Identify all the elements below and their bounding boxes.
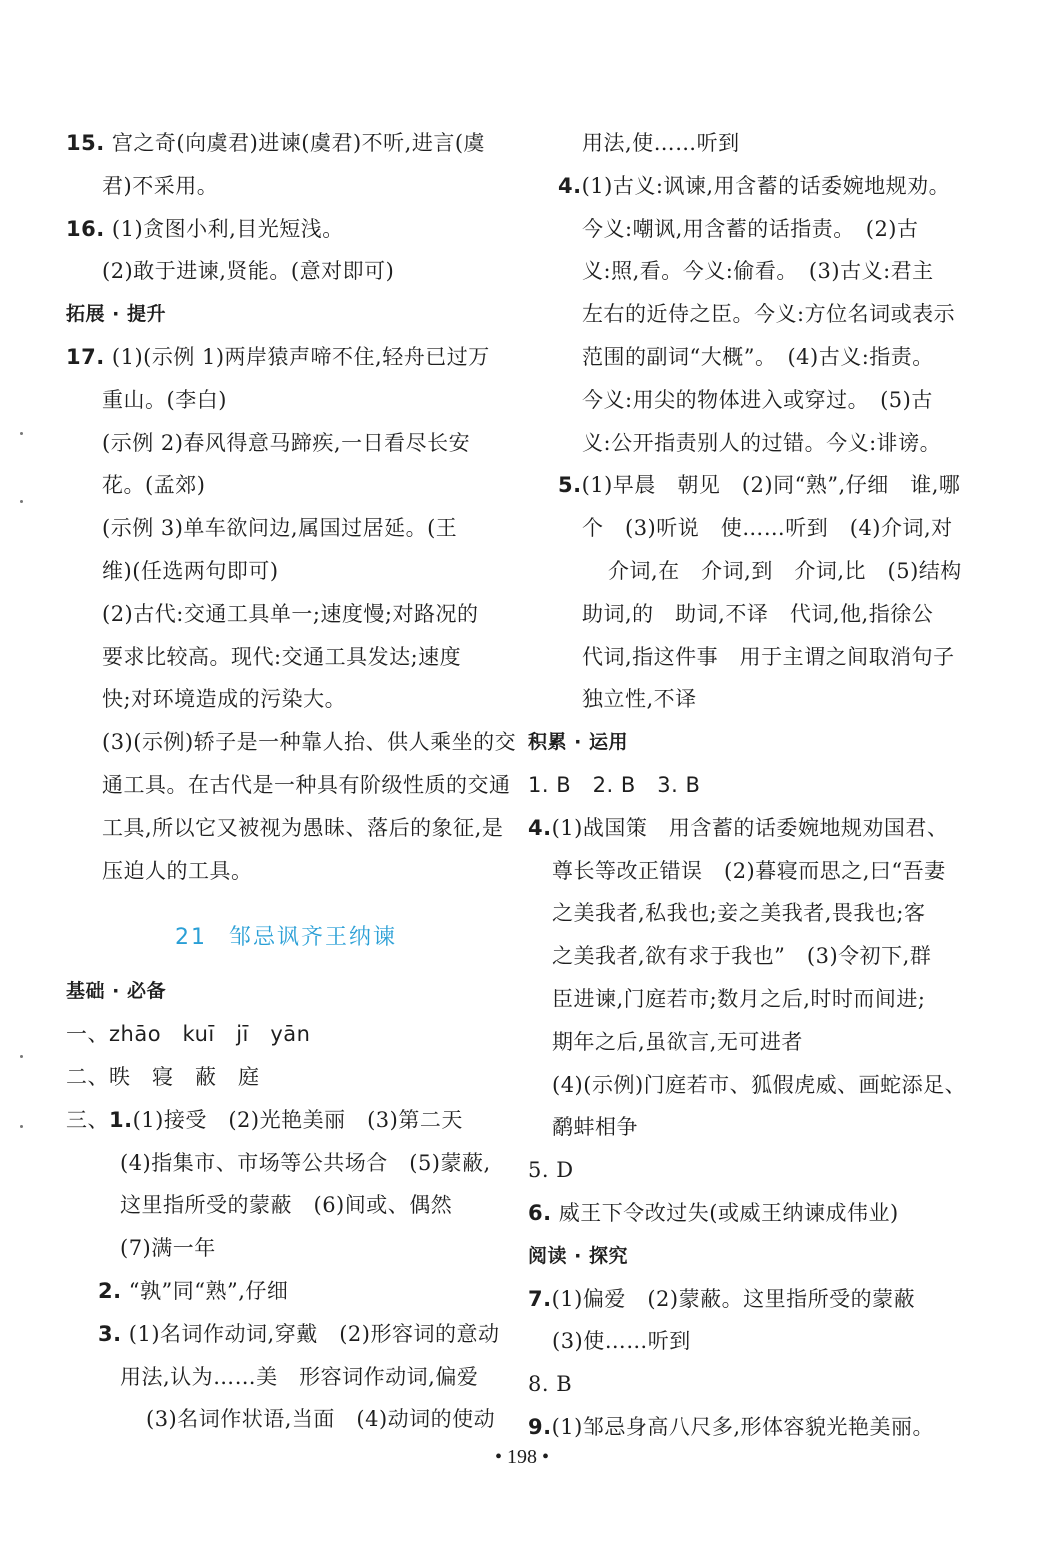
answer-line: 今义:用尖的物体进入或穿过。 (5)古 <box>582 387 933 412</box>
answer-text: “孰”同“熟”,仔细 <box>128 1278 289 1303</box>
answer-line <box>66 336 506 379</box>
question-number: 4. <box>528 815 552 840</box>
answer-line <box>66 122 506 165</box>
answer-line <box>66 1099 506 1142</box>
lesson-number: 21 <box>174 925 207 951</box>
answer-line: 通工具。在古代是一种具有阶级性质的交通 <box>102 772 511 797</box>
question-number: 16. <box>66 216 105 241</box>
answer-text: (1)偏爱 (2)蒙蔽。这里指所受的蒙蔽 <box>551 1286 916 1311</box>
section-heading: 积累 · 运用 <box>528 731 628 754</box>
question-number: 4. <box>558 173 582 198</box>
scan-speck <box>20 432 23 435</box>
answer-text: (1)战国策 用含蓄的话委婉地规劝国君、 <box>551 815 949 840</box>
answer-line: 助词,的 助词,不译 代词,他,指徐公 <box>582 601 934 626</box>
answer-line <box>528 1406 978 1449</box>
answer-line: (示例 2)春风得意马蹄疾,一日看尽长安 <box>102 430 471 455</box>
part-label: 一、 <box>66 1022 109 1047</box>
answer-line: 义:公开指责别人的过错。今义:诽谤。 <box>582 430 942 455</box>
answer-line: 义:照,看。今义:偷看。 (3)古义:君主 <box>582 259 934 284</box>
lesson-title-text: 邹忌讽齐王纳谏 <box>228 925 397 951</box>
answer-text: (1)(示例 1)两岸猿声啼不住,轻舟已过万 <box>111 344 490 369</box>
answer-text: (1)早晨 朝见 (2)同“熟”,仔细 谁,哪 <box>581 473 961 498</box>
scan-speck <box>20 1125 23 1128</box>
answer-line: (2)古代:交通工具单一;速度慢;对路况的 <box>102 601 479 626</box>
answer-text: (1)邹忌身高八尺多,形体容貌光艳美丽。 <box>551 1414 935 1439</box>
answer-line: (3)使……听到 <box>552 1329 691 1354</box>
answer-line <box>66 1313 506 1356</box>
answer-line: 花。(孟郊) <box>102 473 206 498</box>
answer-line <box>66 208 506 251</box>
answer-line <box>528 464 978 507</box>
answer-line: (4)(示例)门庭若市、狐假虎威、画蛇添足、 <box>552 1072 967 1097</box>
answer-line: 快;对环境造成的污染大。 <box>102 687 347 712</box>
scan-speck <box>20 1055 23 1058</box>
answer-text: 威王下令改过失(或威王纳谏成伟业) <box>558 1200 899 1225</box>
answer-line <box>528 165 978 208</box>
section-heading: 基础 · 必备 <box>66 980 166 1003</box>
question-number: 1. <box>109 1107 133 1132</box>
answer-line <box>528 1278 978 1321</box>
answer-line: 君)不采用。 <box>102 173 219 198</box>
question-number: 2. <box>98 1278 122 1303</box>
answer-line: 这里指所受的蒙蔽 (6)间或、偶然 <box>120 1193 453 1218</box>
answer-line: 臣进谏,门庭若市;数月之后,时时而间进; <box>552 986 926 1011</box>
answer-line: 要求比较高。现代:交通工具发达;速度 <box>102 644 462 669</box>
answer-line <box>528 1192 978 1235</box>
answer-text: (1)接受 (2)光艳美丽 (3)第二天 <box>132 1107 463 1132</box>
answer-text: (1)贪图小利,目光短浅。 <box>111 216 344 241</box>
answer-line: 用法,使……听到 <box>582 131 740 155</box>
answer-line: (3)名词作状语,当面 (4)动词的使动 <box>146 1407 496 1432</box>
question-number: 15. <box>66 131 105 155</box>
question-number: 7. <box>528 1286 552 1311</box>
answer-line: (示例 3)单车欲问边,属国过居延。(王 <box>102 516 458 541</box>
answer-text: 宫之奇(向虞君)进谏(虞君)不听,进言(虞 <box>111 131 486 155</box>
answer-line: 期年之后,虽欲言,无可进者 <box>552 1029 803 1054</box>
scan-speck <box>20 500 23 503</box>
page-number: • 198 • <box>494 1446 549 1468</box>
answer-line: 之美我者,欲有求于我也” (3)令初下,群 <box>552 944 932 969</box>
answer-line: 介词,在 介词,到 介词,比 (5)结构 <box>608 558 962 583</box>
answer-line: (2)敢于进谏,贤能。(意对即可) <box>102 259 395 284</box>
answer-line: 今义:嘲讽,用含蓄的话指责。 (2)古 <box>582 216 919 241</box>
answer-line: 二、昳 寝 蔽 庭 <box>66 1064 260 1089</box>
answer-line: 工具,所以它又被视为愚昧、落后的象征,是 <box>102 815 504 840</box>
pinyin-text: zhāo kuī jī yān <box>109 1022 311 1047</box>
answer-line: 用法,认为……美 形容词作动词,偏爱 <box>120 1364 479 1389</box>
question-number: 6. <box>528 1200 552 1225</box>
question-number: 17. <box>66 344 105 369</box>
part-label: 三、 <box>66 1107 109 1132</box>
answer-line: 1. B 2. B 3. B <box>528 772 701 797</box>
answer-line: 之美我者,私我也;妾之美我者,畏我也;客 <box>552 901 926 926</box>
question-number: 5. <box>558 473 582 498</box>
answer-line <box>66 1270 506 1313</box>
answer-line: 独立性,不译 <box>582 687 697 712</box>
answer-line: 维)(任选两句即可) <box>102 558 279 583</box>
lesson-title <box>66 906 506 970</box>
answer-line: 压迫人的工具。 <box>102 858 253 883</box>
question-number: 9. <box>528 1414 552 1439</box>
question-number: 3. <box>98 1321 122 1346</box>
left-column <box>66 122 517 1441</box>
answer-line: 个 (3)听说 使……听到 (4)介词,对 <box>582 516 953 541</box>
answer-line <box>528 807 978 850</box>
answer-line: 鹬蚌相争 <box>552 1115 638 1140</box>
section-heading: 阅读 · 探究 <box>528 1244 628 1267</box>
answer-line <box>66 1013 506 1056</box>
answer-line: 8. B <box>528 1372 573 1397</box>
answer-line: (3)(示例)轿子是一种靠人抬、供人乘坐的交 <box>102 730 517 755</box>
answer-line: 5. D <box>528 1158 574 1183</box>
answer-line: 代词,指这件事 用于主谓之间取消句子 <box>582 644 955 669</box>
answer-line: (7)满一年 <box>120 1236 216 1261</box>
answer-text: (1)名词作动词,穿戴 (2)形容词的意动 <box>128 1321 500 1346</box>
answer-text: (1)古义:讽谏,用含蓄的话委婉地规劝。 <box>581 173 951 198</box>
answer-line: 左右的近侍之臣。今义:方位名词或表示 <box>582 302 956 327</box>
answer-line: 尊长等改正错误 (2)暮寝而思之,曰“吾妻 <box>552 858 946 883</box>
answer-line: (4)指集市、市场等公共场合 (5)蒙蔽, <box>120 1150 491 1175</box>
right-column <box>528 122 978 1449</box>
section-heading: 拓展 · 提升 <box>66 303 166 326</box>
answer-line: 范围的副词“大概”。 (4)古义:指责。 <box>582 344 934 369</box>
answer-line: 重山。(李白) <box>102 387 227 412</box>
